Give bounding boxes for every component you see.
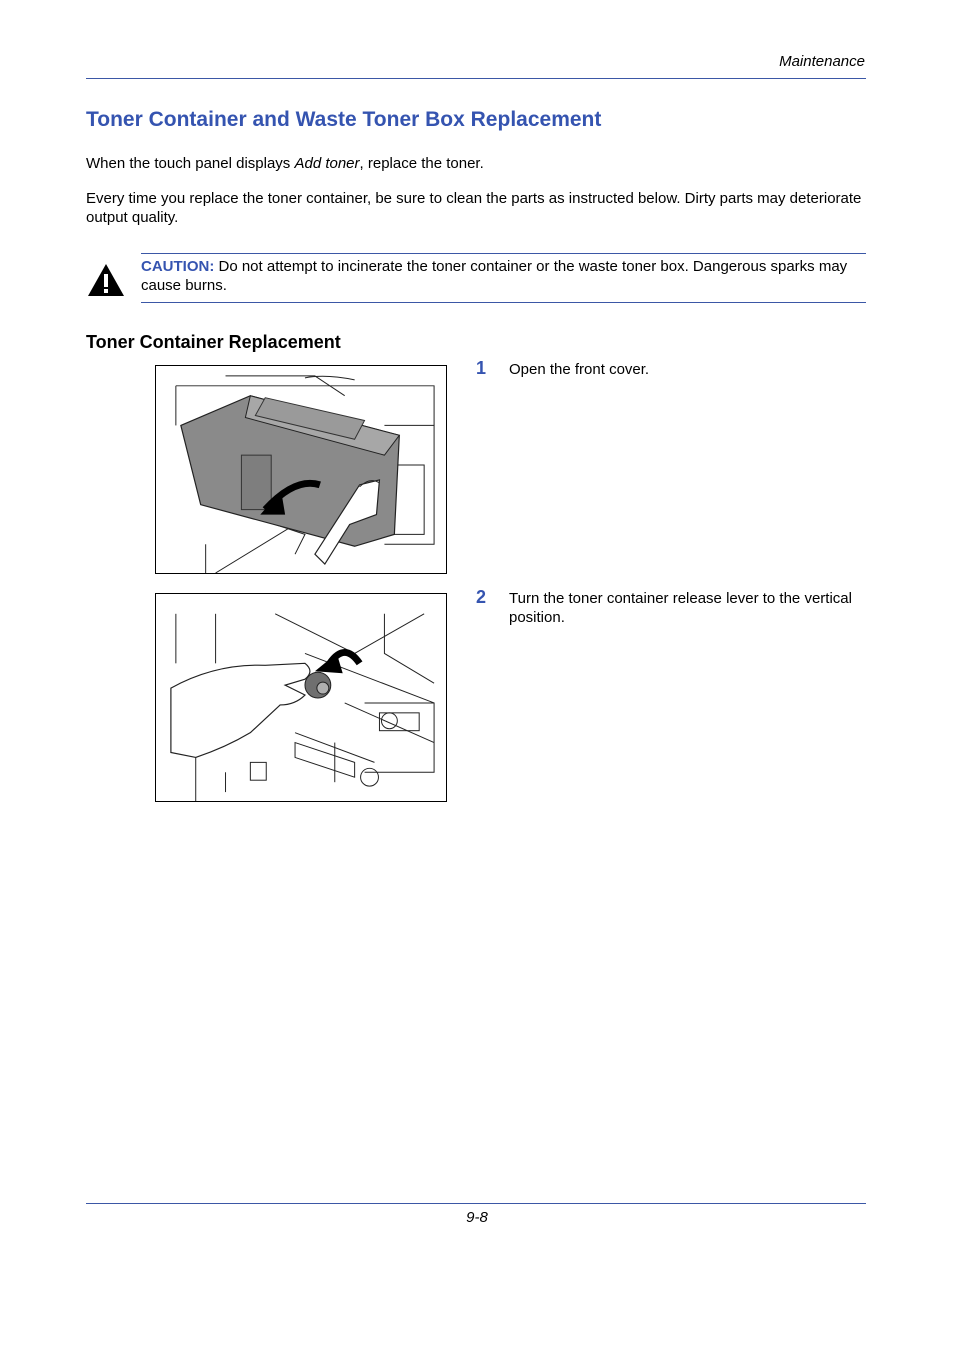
header-rule	[86, 78, 866, 79]
intro-text-after: , replace the toner.	[359, 155, 484, 172]
warning-triangle-icon	[87, 263, 125, 297]
intro-emphasis: Add toner	[294, 155, 360, 172]
subsection-title: Toner Container Replacement	[86, 332, 341, 352]
step-2-text: Turn the toner container release lever to the vertical position.	[509, 590, 852, 626]
footer-rule	[86, 1203, 866, 1204]
page-number: 9-8	[466, 1209, 488, 1226]
intro-paragraph-1	[86, 154, 866, 173]
caution-bottom-rule	[141, 302, 866, 303]
intro-text-before: When the touch panel displays	[86, 155, 295, 172]
caution-text	[141, 257, 869, 295]
figure-turn-release-lever	[155, 593, 447, 802]
caution-top-rule	[141, 253, 866, 254]
intro-paragraph-2: Every time you replace the toner container, be sure to clean the parts as instructed below. Dirty parts may deteriorate output quality.	[86, 190, 862, 226]
header-section-label: Maintenance	[779, 53, 865, 70]
step-1-text: Open the front cover.	[509, 361, 650, 378]
page-title: Toner Container and Waste Toner Box Replacement	[86, 108, 602, 131]
step-2-number: 2	[476, 587, 487, 607]
caution-label: CAUTION:	[141, 258, 215, 275]
step-1-number: 1	[476, 358, 487, 378]
figure-open-front-cover	[155, 365, 447, 574]
caution-body: Do not attempt to incinerate the toner container or the waste toner box. Dangerous sparks may cause burns.	[141, 258, 848, 294]
